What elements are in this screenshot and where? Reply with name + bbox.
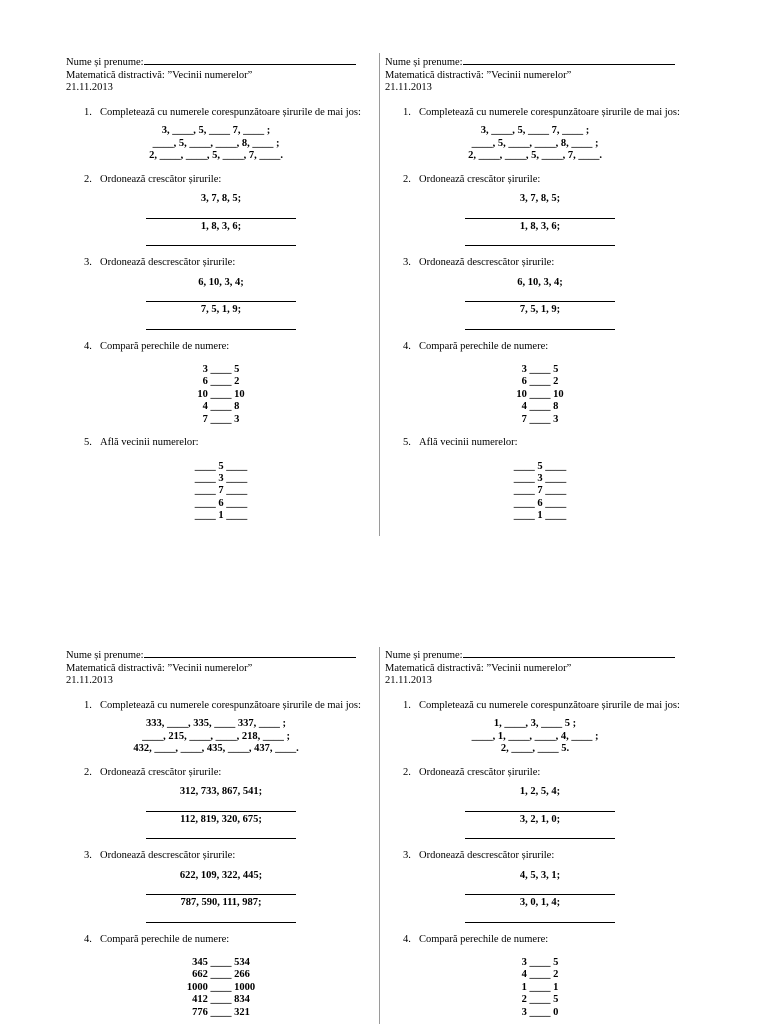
compare-row: 3 ____ 0	[521, 1006, 559, 1018]
compare-block	[66, 364, 376, 426]
task-2: 2. Ordonează crescător șirurile:	[403, 766, 541, 778]
compare-row: 3 ____ 5	[521, 957, 559, 968]
compare-row: 776 ____ 321	[192, 1006, 250, 1018]
answer-line	[465, 826, 615, 839]
descending-sequence: 7, 5, 1, 9;	[519, 304, 561, 315]
answer-line	[465, 317, 615, 330]
name-line	[66, 55, 366, 70]
task-2: 2. Ordonează crescător șirurile:	[84, 766, 222, 778]
neighbors-block	[66, 461, 376, 523]
task-3: 3. Ordonează descrescător șirurile:	[84, 850, 236, 861]
compare-row: 4 ____ 2	[521, 969, 559, 981]
answer-line	[465, 910, 615, 923]
ascending-block	[465, 193, 615, 246]
neighbors-block	[385, 461, 695, 523]
ascending-sequence: 112, 819, 320, 675;	[180, 813, 262, 825]
compare-block	[385, 364, 695, 426]
sequence-row: ____, 5, ____, ____, 8, ____ ;	[471, 137, 599, 149]
name-label: Nume și prenume:	[385, 650, 463, 661]
task-4: 4. Compară perechile de numere:	[84, 340, 230, 352]
compare-row: 1000 ____ 1000	[186, 981, 256, 993]
compare-row: 662 ____ 266	[192, 969, 250, 981]
compare-row: 10 ____ 10	[516, 388, 564, 400]
worksheet-date: 21.11.2013	[66, 675, 113, 686]
task-5: 5. Află vecinii numerelor:	[403, 437, 518, 449]
answer-line	[146, 233, 296, 246]
descending-sequence: 6, 10, 3, 4;	[198, 276, 244, 288]
ascending-sequence: 1, 2, 5, 4;	[519, 786, 561, 797]
compare-row: 4 ____ 8	[202, 401, 240, 413]
neighbors-row: ____ 1 ____	[194, 510, 248, 522]
name-label: Nume și prenume:	[66, 650, 144, 661]
task-2: 2. Ordonează crescător șirurile:	[403, 173, 541, 185]
name-label: Nume și prenume:	[66, 57, 144, 68]
answer-line	[465, 206, 615, 219]
compare-row: 7 ____ 3	[202, 413, 240, 425]
compare-row: 345 ____ 534	[192, 957, 250, 968]
sequence-row: 432, ____, ____, 435, ____, 437, ____.	[133, 743, 299, 754]
sequence-row: 333, ____, 335, ____ 337, ____ ;	[146, 718, 286, 729]
worksheet-top-left	[66, 55, 366, 523]
name-blank	[144, 55, 356, 65]
task-5: 5. Află vecinii numerelor:	[84, 437, 199, 449]
ascending-sequence: 3, 2, 1, 0;	[519, 813, 561, 825]
compare-block	[385, 957, 695, 1019]
answer-line	[146, 206, 296, 219]
compare-row: 1 ____ 1	[521, 981, 559, 993]
compare-row: 2 ____ 5	[521, 994, 559, 1006]
worksheet-title: Matematică distractivă: ”Vecinii numerelor”	[385, 69, 572, 81]
neighbors-row: ____ 1 ____	[513, 510, 567, 522]
ascending-block	[465, 786, 615, 839]
compare-row: 6 ____ 2	[202, 376, 240, 388]
task-1: 1. Completează cu numerele corespunzătoare șirurile de mai jos:	[84, 699, 361, 711]
task-3: 3. Ordonează descrescător șirurile:	[403, 257, 555, 268]
ascending-sequence: 1, 8, 3, 6;	[519, 220, 561, 232]
sequence-row: ____, 5, ____, ____, 8, ____ ;	[152, 137, 280, 149]
neighbors-row: ____ 3 ____	[513, 472, 567, 484]
compare-row: 7 ____ 3	[521, 413, 559, 425]
descending-block	[146, 870, 296, 923]
answer-line	[465, 289, 615, 302]
compare-row: 3 ____ 5	[521, 364, 559, 375]
neighbors-row: ____ 7 ____	[513, 485, 567, 497]
answer-line	[146, 799, 296, 812]
column-separator-top	[379, 53, 380, 536]
sequence-row: 3, ____, 5, ____ 7, ____ ;	[480, 125, 590, 136]
task-3: 3. Ordonează descrescător șirurile:	[403, 850, 555, 861]
sequence-block	[385, 718, 685, 756]
name-blank	[463, 55, 675, 65]
descending-sequence: 7, 5, 1, 9;	[200, 304, 242, 315]
compare-row: 6 ____ 2	[521, 376, 559, 388]
worksheet-title: Matematică distractivă: ”Vecinii numerelor”	[66, 662, 253, 674]
answer-line	[465, 799, 615, 812]
answer-line	[465, 882, 615, 895]
sequence-row: ____, 1, ____, ____, 4, ____ ;	[471, 730, 599, 742]
task-4: 4. Compară perechile de numere:	[403, 340, 549, 352]
answer-line	[465, 233, 615, 246]
descending-sequence: 787, 590, 111, 987;	[180, 897, 262, 908]
neighbors-row: ____ 5 ____	[194, 460, 248, 472]
name-blank	[463, 648, 675, 658]
neighbors-row: ____ 6 ____	[194, 497, 248, 509]
answer-line	[146, 289, 296, 302]
neighbors-row: ____ 3 ____	[194, 472, 248, 484]
descending-sequence: 6, 10, 3, 4;	[517, 276, 563, 288]
ascending-sequence: 312, 733, 867, 541;	[179, 786, 263, 797]
task-1: 1. Completează cu numerele corespunzătoare șirurile de mai jos:	[403, 699, 680, 711]
compare-row: 412 ____ 834	[192, 994, 250, 1006]
answer-line	[146, 910, 296, 923]
sequence-row: 2, ____, ____ 5.	[500, 743, 570, 754]
answer-line	[146, 826, 296, 839]
sequence-block	[66, 718, 366, 756]
answer-line	[146, 317, 296, 330]
task-1: 1. Completează cu numerele corespunzătoare șirurile de mai jos:	[403, 106, 680, 118]
neighbors-row: ____ 6 ____	[513, 497, 567, 509]
worksheet-title: Matematică distractivă: ”Vecinii numerelor”	[385, 662, 572, 674]
sequence-row: 2, ____, ____, 5, ____, 7, ____.	[468, 150, 602, 161]
task-3: 3. Ordonează descrescător șirurile:	[84, 257, 236, 268]
compare-block	[66, 957, 376, 1019]
column-separator-bottom	[379, 647, 380, 1024]
descending-block	[465, 277, 615, 330]
task-2: 2. Ordonează crescător șirurile:	[84, 173, 222, 185]
descending-block	[146, 277, 296, 330]
task-4: 4. Compară perechile de numere:	[84, 933, 230, 945]
name-line	[385, 648, 685, 663]
worksheet-date: 21.11.2013	[66, 82, 113, 93]
name-label: Nume și prenume:	[385, 57, 463, 68]
name-line	[66, 648, 366, 663]
sequence-row: 2, ____, ____, 5, ____, 7, ____.	[149, 150, 283, 161]
sequence-row: 1, ____, 3, ____ 5 ;	[493, 718, 577, 729]
sequence-block	[66, 125, 366, 163]
name-line	[385, 55, 685, 70]
task-4: 4. Compară perechile de numere:	[403, 933, 549, 945]
descending-sequence: 4, 5, 3, 1;	[519, 869, 561, 881]
worksheet-title: Matematică distractivă: ”Vecinii numerelor”	[66, 69, 253, 81]
descending-block	[465, 870, 615, 923]
worksheet-bottom-left	[66, 648, 366, 1019]
descending-sequence: 3, 0, 1, 4;	[519, 897, 561, 908]
worksheet-date: 21.11.2013	[385, 675, 432, 686]
compare-row: 10 ____ 10	[197, 388, 245, 400]
sequence-block	[385, 125, 685, 163]
sequence-row: ____, 215, ____, ____, 218, ____ ;	[142, 730, 290, 742]
ascending-block	[146, 193, 296, 246]
worksheet-bottom-right	[385, 648, 685, 1019]
answer-line	[146, 882, 296, 895]
worksheet-top-right	[385, 55, 685, 523]
neighbors-row: ____ 5 ____	[513, 460, 567, 472]
worksheet-date: 21.11.2013	[385, 82, 432, 93]
neighbors-row: ____ 7 ____	[194, 485, 248, 497]
sequence-row: 3, ____, 5, ____ 7, ____ ;	[161, 125, 271, 136]
name-blank	[144, 648, 356, 658]
task-1: 1. Completează cu numerele corespunzătoare șirurile de mai jos:	[84, 106, 361, 118]
ascending-block	[146, 786, 296, 839]
ascending-sequence: 1, 8, 3, 6;	[200, 220, 242, 232]
compare-row: 3 ____ 5	[202, 364, 240, 375]
ascending-sequence: 3, 7, 8, 5;	[519, 193, 561, 204]
compare-row: 4 ____ 8	[521, 401, 559, 413]
ascending-sequence: 3, 7, 8, 5;	[200, 193, 242, 204]
descending-sequence: 622, 109, 322, 445;	[179, 869, 263, 881]
